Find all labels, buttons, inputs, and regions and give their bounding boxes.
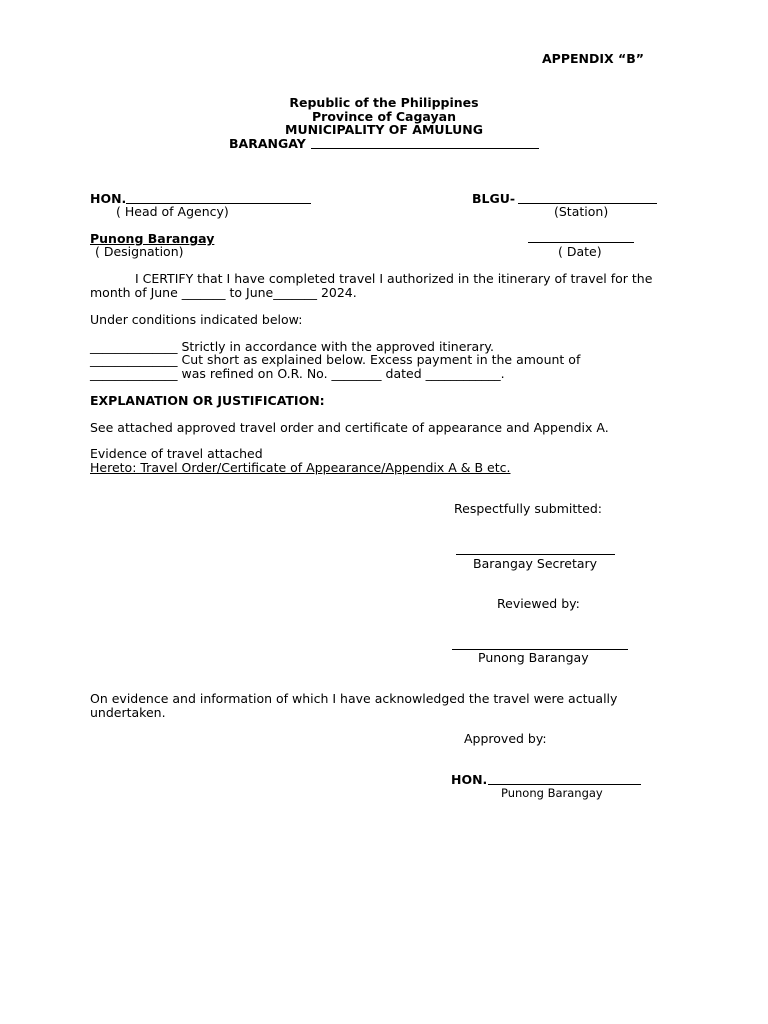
barangay-blank-line (311, 148, 539, 149)
hon-label: HON. (90, 191, 127, 206)
station-caption: (Station) (554, 204, 609, 219)
barangay-secretary-caption: Barangay Secretary (473, 556, 598, 571)
explanation-heading: EXPLANATION OR JUSTIFICATION: (90, 393, 325, 408)
blgu-label: BLGU- (472, 191, 516, 206)
header-republic: Republic of the Philippines (289, 95, 479, 110)
approved-by: Approved by: (464, 731, 547, 746)
approver-hon-label: HON. (451, 772, 488, 787)
appendix-label: APPENDIX “B” (542, 51, 644, 66)
header-municipality: MUNICIPALITY OF AMULUNG (285, 122, 483, 137)
evidence-line-1: Evidence of travel attached (90, 446, 263, 461)
designation-caption: ( Designation) (95, 244, 184, 259)
evidence-line-2: Hereto: Travel Order/Certificate of Appearance/Appendix A & B etc. (90, 460, 511, 475)
certify-line-1: I CERTIFY that I have completed travel I authorized in the itinerary of travel for the (135, 271, 653, 286)
acknowledge-line-2: undertaken. (90, 705, 166, 720)
acknowledge-line-1: On evidence and information of which I have acknowledged the travel were actually (90, 691, 618, 706)
secretary-signature-line (456, 554, 615, 555)
head-of-agency-caption: ( Head of Agency) (116, 204, 229, 219)
punong-barangay-caption-1: Punong Barangay (478, 650, 589, 665)
condition-3: ______________ was refined on O.R. No. ________ dated ____________. (90, 366, 505, 381)
approver-signature-line (488, 784, 641, 785)
condition-1: ______________ Strictly in accordance with the approved itinerary. (90, 339, 494, 354)
designation-value: Punong Barangay (90, 231, 215, 246)
date-caption: ( Date) (558, 244, 602, 259)
certify-line-2: month of June _______ to June_______ 2024. (90, 285, 357, 300)
respectfully-submitted: Respectfully submitted: (454, 501, 603, 516)
date-blank-line (528, 242, 634, 243)
header-province: Province of Cagayan (312, 109, 456, 124)
punong-barangay-caption-2: Punong Barangay (501, 786, 603, 800)
see-attached-text: See attached approved travel order and certificate of appearance and Appendix A. (90, 420, 609, 435)
reviewed-by: Reviewed by: (497, 596, 580, 611)
header-barangay-label: BARANGAY (229, 136, 306, 151)
conditions-text: Under conditions indicated below: (90, 312, 303, 327)
condition-2: ______________ Cut short as explained below. Excess payment in the amount of (90, 352, 581, 367)
